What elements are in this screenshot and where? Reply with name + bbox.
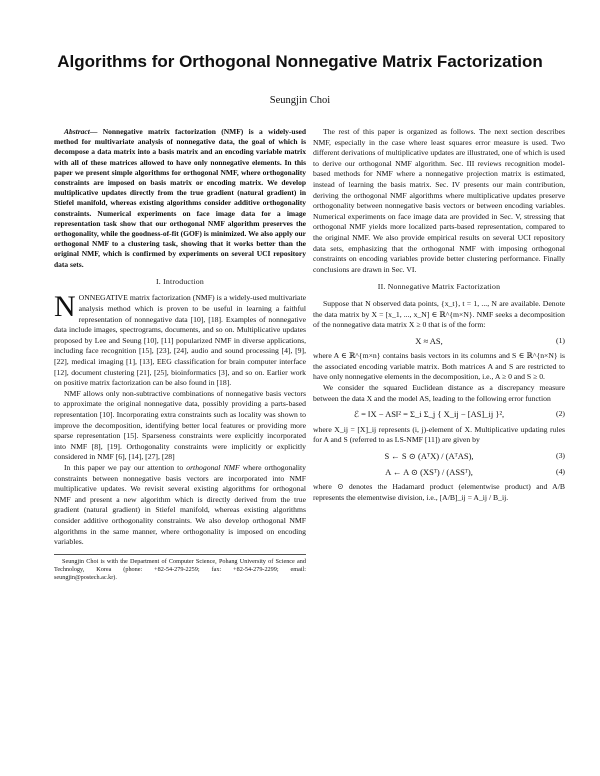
- equation-2: [313, 409, 565, 420]
- abstract-lead: Abstract: [64, 127, 90, 136]
- intro-paragraph-1-text: ONNEGATIVE matrix factorization (NMF) is a widely-used multivariate analysis method which is proven to be useful in learning a faithful representation of nonnegative data [10], [18]. Examples of nonnegative data include images, spectrograms, documents, and so on. Multiplicative updates proposed by Lee and Seung [10], [11] popularized NMF in diverse applications, including face recognition [15], [23], [24], audio and sound processing [4], [9], [22], medical imaging [1], [13], EEG classification for brain computer interface [12], document clustering [21], [25], bioinformatics [3], and so on. Earlier work on positive matrix factorization can be also found in [18].: [54, 293, 306, 388]
- intro-paragraph-3-a: In this paper we pay our attention to: [64, 462, 187, 472]
- right-column: [313, 127, 565, 503]
- nmf-paragraph-4: where X_ij = [X]_ij represents (i, j)-element of X. Multiplicative updating rules for A and S (referred to as LS-NMF [11]) are given by: [313, 424, 565, 445]
- footnote-text: Seungjin Choi is with the Department of Computer Science, Pohang University of Science and Technology, Korea (phone: +82-54-279-2259; fax: +82-54-279-2299; email: seungjin@postech.ac.kr).: [54, 557, 306, 581]
- equation-1-body: X ≈ AS,: [415, 335, 443, 346]
- equation-4: [313, 467, 565, 478]
- nmf-paragraph-2: where A ∈ ℝ^{m×n} contains basis vectors in its columns and S ∈ ℝ^{n×N} is the associated encoding variable matrix. Both matrices A and S are restricted to have only nonnegative elements in the decomposition, i.e., A ≥ 0 and S ≥ 0.: [313, 351, 565, 382]
- nmf-paragraph-3: We consider the squared Euclidean distance as a discrepancy measure between the data X and the model AS, leading to the following error function: [313, 383, 565, 403]
- outline-paragraph: The rest of this paper is organized as follows. The next section describes NMF, especially in the case where least squares error measure is used. Two different derivations of multiplicative updates are illustrated, one of which is used to derive our orthogonal NMF algorithm. Sec. III reviews recognition model-based methods for NMF where a nonnegative projection matrix is estimated, instead of learning the basis matrix. Sec. IV presents our main contribution, deriving the orthogonal NMF algorithms where multiplicative updates preserve orthogonality between nonnegative basis vectors or between encoding variables. Numerical experiments on face image data are provided in Sec. V, stressing that orthogonal NMF yields more localized parts-based representation, compared to the original NMF. We also provide empirical results on several UCI repository data sets, emphasizing that the orthogonal NMF with imposing orthogonal constraints on encoding variables provide better clustering performance. Finally conclusions are drawn in Sec. VI.: [313, 127, 565, 274]
- nmf-paragraph-5: where ⊙ denotes the Hadamard product (elementwise product) and A/B represents the elementwise division, i.e., [A/B]_ij = A_ij / B_ij.: [313, 482, 565, 502]
- nmf-paragraph-1: Suppose that N observed data points, {x_t}, t = 1, ..., N are available. Denote the data matrix by X = [x_1, ..., x_N] ∈ ℝ^{m×N}. NMF seeks a decomposition of the nonnegative data matrix X ≥ 0 that is of the form:: [313, 298, 565, 330]
- intro-paragraph-1: [54, 290, 306, 388]
- equation-3: [313, 451, 565, 462]
- section-heading-introduction: I. Introduction: [155, 276, 205, 286]
- abstract-text: — Nonnegative matrix factorization (NMF) is a widely-used method for multivariate analysis of nonnegative data, the goal of which is decompose a data matrix into a basis matrix and an encoding variable matrix with all of these matrices allowed to have only nonnegative elements. In this paper we present simple algorithms for orthogonal NMF, where orthogonality constraints are imposed on basis matrix or encoding matrix. We develop multiplicative updates directly from the true gradient (natural gradient) in Stiefel manifold, whereas existing algorithms consider additive orthogonality constraints. Numerical experiments on face image data for a image representation task show that our orthogonal NMF algorithm preserves the orthogonality, while the goodness-of-fit (GOF) is minimized. We also apply our orthogonal NMF to a clustering task, showing that it works better than the original NMF, which is confirmed by experiments on several UCI repository data sets.: [54, 127, 306, 269]
- paper-title: Algorithms for Orthogonal Nonnegative Matrix Factorization: [57, 52, 543, 71]
- footnote: [54, 554, 306, 582]
- equation-2-body: ℰ = ‖X − AS‖² = Σ_i Σ_j { X_ij − [AS]_ij }²,: [353, 409, 505, 420]
- left-column: [54, 127, 306, 582]
- drop-cap: N: [54, 290, 76, 324]
- equation-4-body: A ← A ⊙ (XSᵀ) / (ASSᵀ),: [385, 466, 473, 477]
- equation-2-number: (2): [556, 409, 565, 419]
- intro-paragraph-2: NMF allows only non-subtractive combinations of nonnegative basis vectors to approximate the original nonnegative data, possibly providing a parts-based representation [10]. Incorporating extra constraints such as locality was shown to improve the decomposition, identifying better local features or providing more sparse representation [15]. Sparseness constraints were explicitly incorporated into NMF [8], [19]. Orthogonality constraints were implicitly or explicitly considered in NMF [6], [14], [27], [28]: [54, 388, 306, 462]
- intro-paragraph-3: [54, 463, 306, 548]
- intro-paragraph-3-b: where orthogonality constraints between nonnegative basis vectors are incorporated into NMF multiplicative updates. We revisit several existing algorithms for orthogonal NMF and present a new algorithm which is directly derived from the true gradient (natural gradient) in Stiefel manifold, whereas existing algorithms consider additive orthogonality constraints. We also develop orthogonal NMF algorithms in the same manner, where orthogonality is imposed on encoding variables.: [54, 462, 306, 547]
- author-name: Seungjin Choi: [269, 95, 331, 106]
- abstract: [54, 127, 306, 270]
- equation-3-number: (3): [556, 451, 565, 461]
- equation-1-number: (1): [556, 335, 565, 345]
- equation-3-body: S ← S ⊙ (AᵀX) / (AᵀAS),: [384, 451, 474, 462]
- equation-4-number: (4): [556, 466, 565, 476]
- equation-1: [313, 336, 565, 347]
- section-heading-nmf: II. Nonnegative Matrix Factorization: [377, 282, 501, 292]
- intro-paragraph-3-emphasis: orthogonal NMF: [186, 462, 240, 472]
